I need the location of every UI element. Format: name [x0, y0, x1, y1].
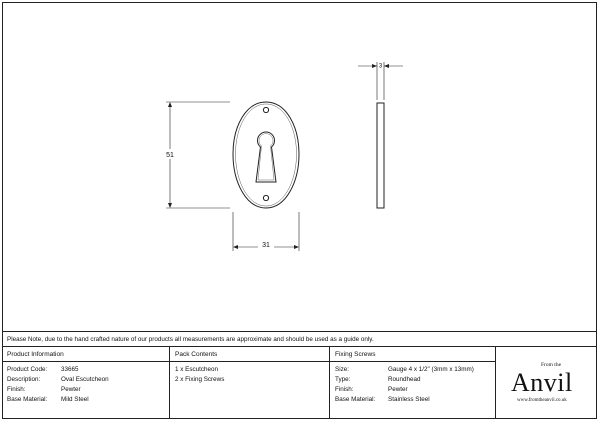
column-divider-1: [169, 346, 170, 419]
column-divider-2: [329, 346, 330, 419]
header-divider: [2, 361, 495, 362]
disclaimer-note: Please Note, due to the hand crafted nature of our products all measurements are approximate and should be used as a guide only.: [7, 336, 374, 343]
column-divider-3: [495, 346, 496, 419]
screw-finish-label: Finish:: [335, 386, 354, 393]
base-material-label: Base Material:: [7, 396, 48, 403]
fixing-screws-header: Fixing Screws: [335, 351, 376, 358]
pack-item-screws: 2 x Fixing Screws: [175, 376, 225, 383]
base-material-value: Mild Steel: [61, 396, 89, 403]
escutcheon-outline: [233, 102, 299, 208]
logo-from-text: From the: [541, 362, 562, 368]
screw-size-value: Gauge 4 x 1/2" (3mm x 13mm): [388, 366, 474, 373]
escutcheon-front-view: [233, 102, 299, 208]
escutcheon-side-view: [358, 62, 403, 208]
finish-value: Pewter: [61, 386, 81, 393]
from-the-anvil-logo: [505, 362, 593, 414]
escutcheon-inner-outline: [236, 104, 297, 206]
product-code-label: Product Code:: [7, 366, 48, 373]
screw-hole-bottom: [263, 195, 268, 200]
screw-size-label: Size:: [335, 366, 349, 373]
screw-material-label: Base Material:: [335, 396, 376, 403]
screw-material-value: Stainless Steel: [388, 396, 430, 403]
screw-finish-value: Pewter: [388, 386, 408, 393]
screw-hole-top: [263, 107, 268, 112]
description-value: Oval Escutcheon: [61, 376, 109, 383]
pack-contents-header: Pack Contents: [175, 351, 218, 358]
description-label: Description:: [7, 376, 41, 383]
pack-item-escutcheon: 1 x Escutcheon: [175, 366, 219, 373]
product-info-header: Product Information: [7, 351, 64, 358]
screw-type-value: Roundhead: [388, 376, 421, 383]
logo-url-text: www.fromtheanvil.co.uk: [517, 398, 567, 403]
screw-type-label: Type:: [335, 376, 351, 383]
logo-brand-text: Anvil: [511, 368, 573, 397]
product-code-value: 33665: [61, 366, 79, 373]
table-top-border: [2, 331, 597, 332]
keyhole-inner: [258, 134, 274, 180]
thickness-label: 3: [378, 63, 383, 70]
finish-label: Finish:: [7, 386, 26, 393]
width-label: 31: [262, 242, 270, 249]
note-divider: [2, 346, 597, 347]
height-label: 51: [166, 152, 174, 159]
